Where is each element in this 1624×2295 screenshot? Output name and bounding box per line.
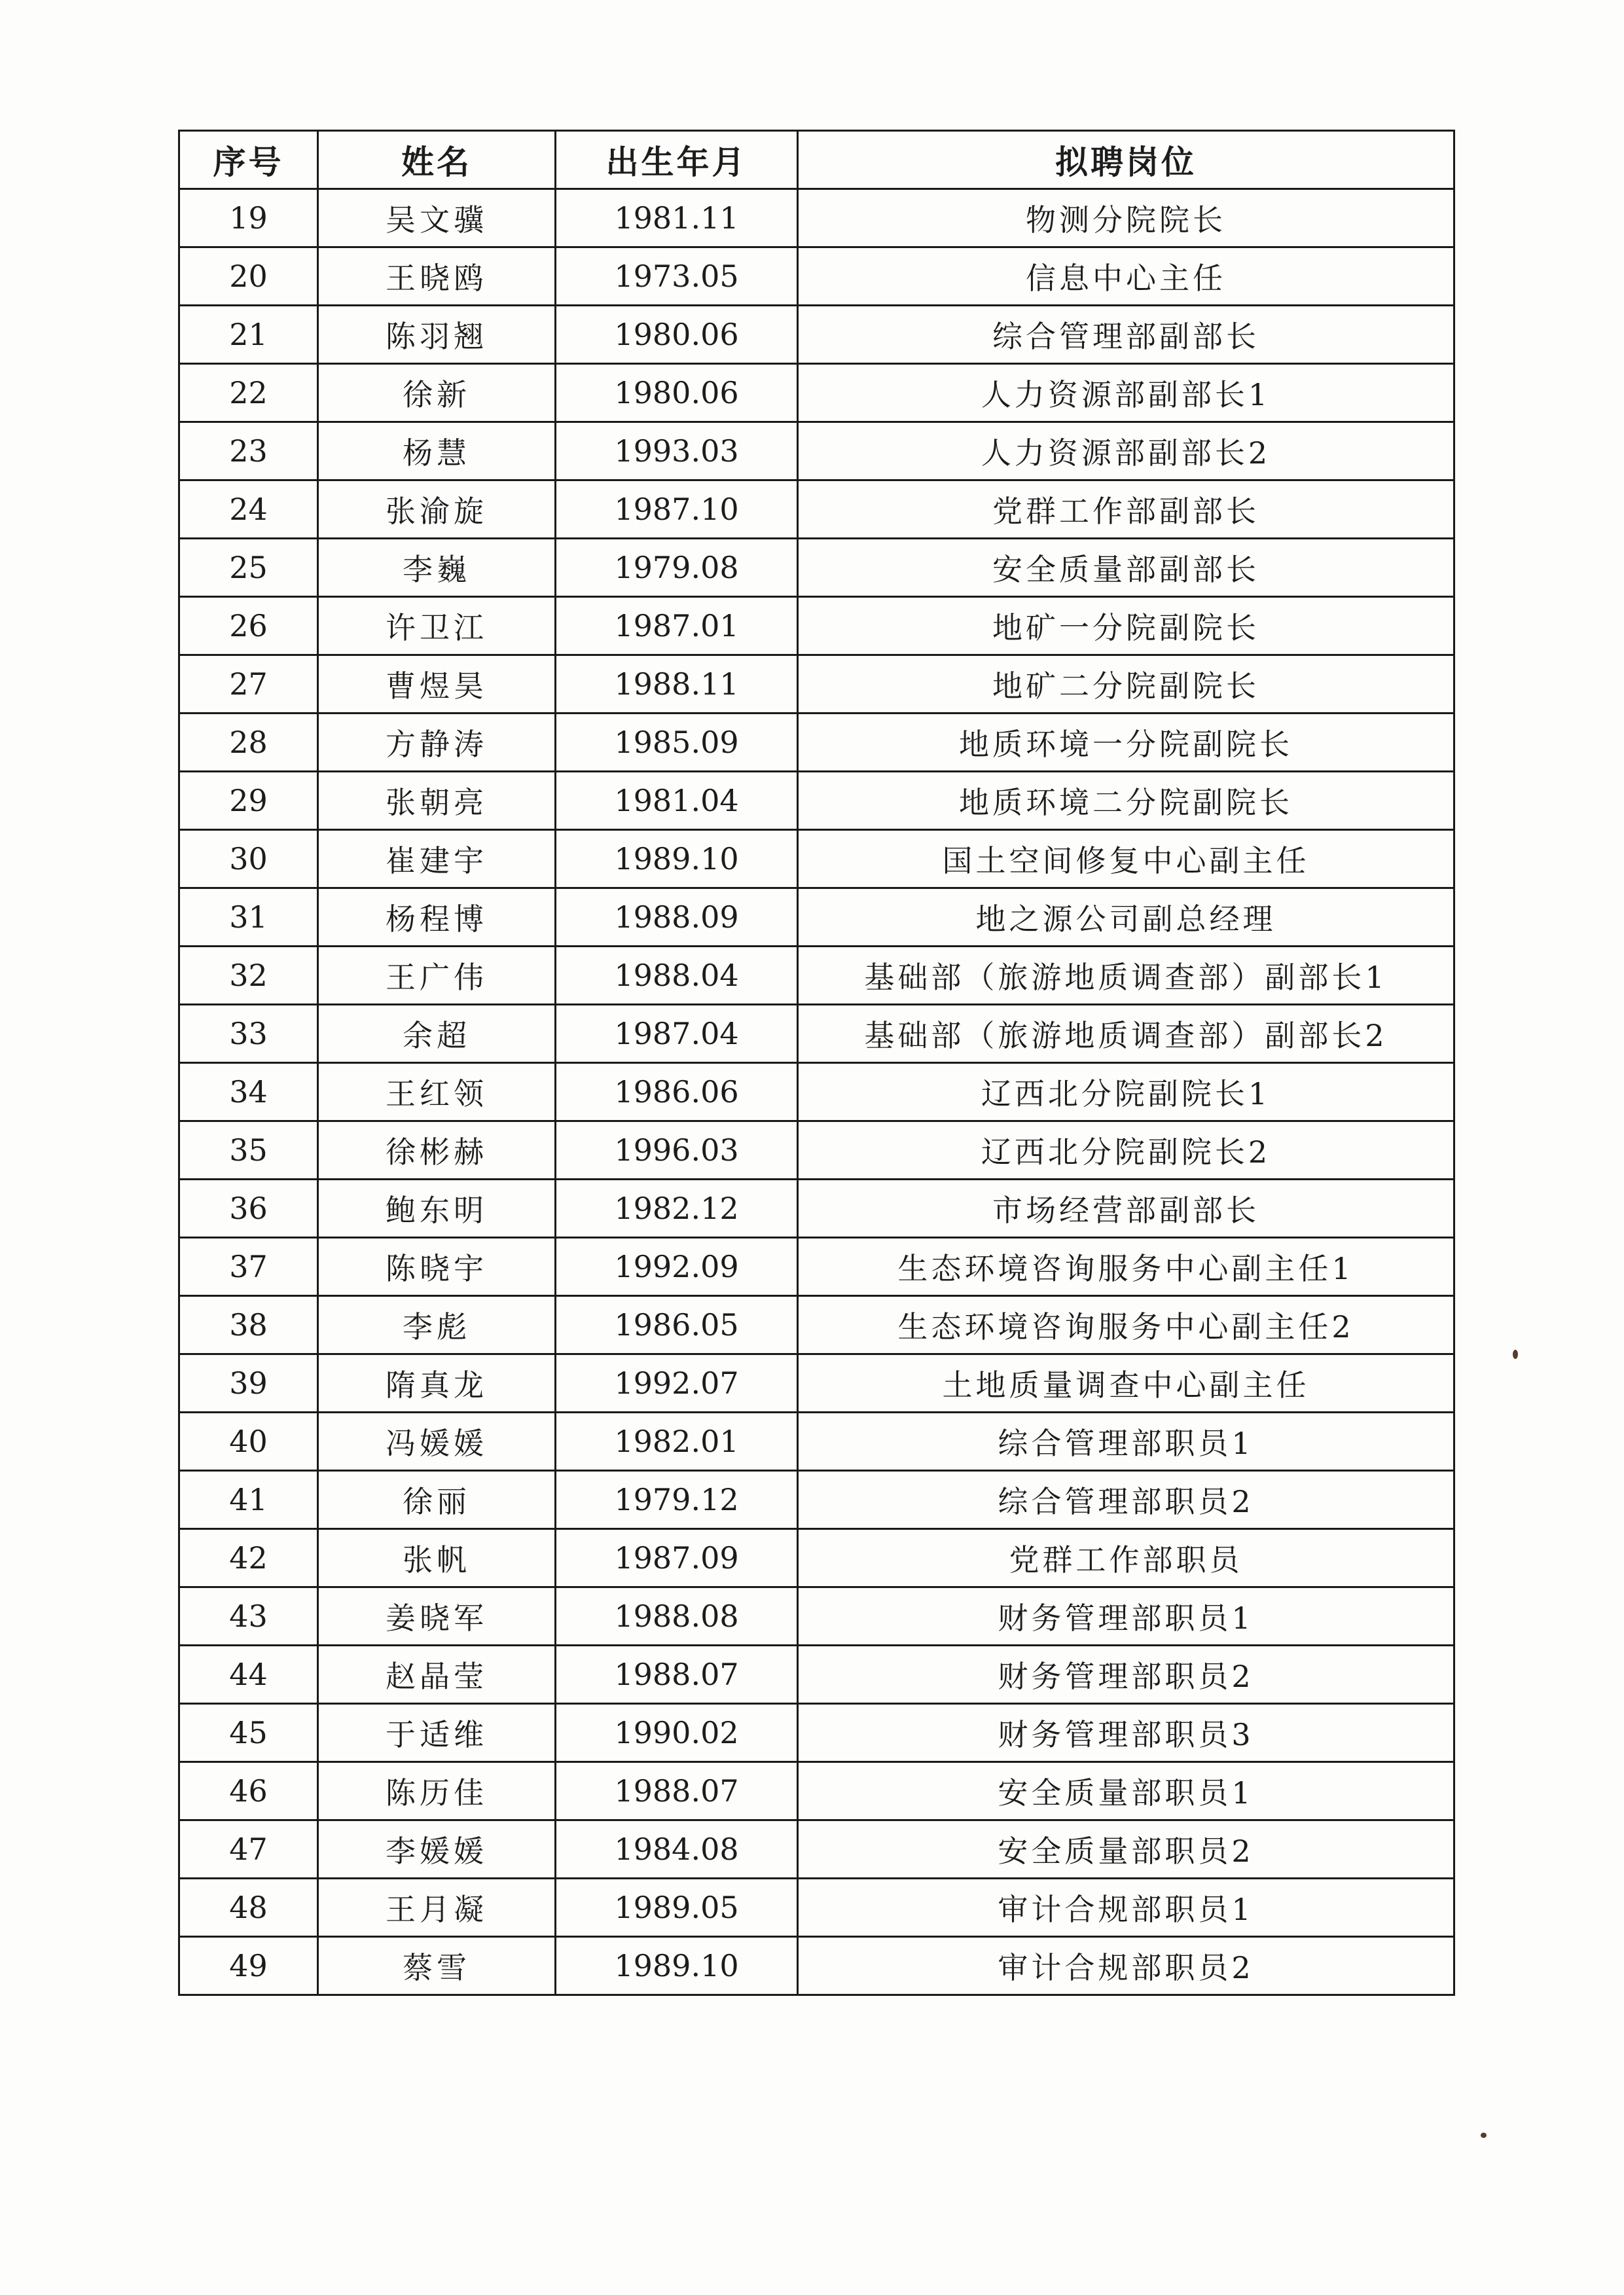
cell-no: 43	[179, 1587, 318, 1646]
cell-name: 杨程博	[318, 888, 556, 947]
table-row	[179, 1704, 1454, 1762]
cell-post: 辽西北分院副院长1	[798, 1063, 1454, 1121]
cell-post: 党群工作部副部长	[798, 480, 1454, 539]
table-row	[179, 1879, 1454, 1937]
cell-no: 45	[179, 1704, 318, 1762]
cell-no: 47	[179, 1820, 318, 1879]
cell-birth: 1987.10	[556, 480, 798, 539]
cell-no: 24	[179, 480, 318, 539]
cell-no: 32	[179, 947, 318, 1005]
header-birth: 出生年月	[556, 131, 798, 189]
cell-no: 36	[179, 1180, 318, 1238]
cell-post: 基础部（旅游地质调查部）副部长1	[798, 947, 1454, 1005]
cell-no: 49	[179, 1937, 318, 1995]
table-row	[179, 1296, 1454, 1354]
cell-no: 42	[179, 1529, 318, 1587]
table-row	[179, 1413, 1454, 1471]
cell-birth: 1979.08	[556, 539, 798, 597]
cell-post: 安全质量部职员2	[798, 1820, 1454, 1879]
cell-name: 吴文骥	[318, 189, 556, 247]
cell-name: 赵晶莹	[318, 1646, 556, 1704]
cell-no: 25	[179, 539, 318, 597]
cell-post: 土地质量调查中心副主任	[798, 1354, 1454, 1413]
table-row	[179, 1762, 1454, 1820]
cell-name: 方静涛	[318, 714, 556, 772]
table-row	[179, 772, 1454, 830]
cell-name: 陈晓宇	[318, 1238, 556, 1296]
cell-birth: 1987.04	[556, 1005, 798, 1063]
cell-birth: 1986.06	[556, 1063, 798, 1121]
cell-name: 李彪	[318, 1296, 556, 1354]
cell-birth: 1982.01	[556, 1413, 798, 1471]
cell-birth: 1988.07	[556, 1762, 798, 1820]
table-row	[179, 306, 1454, 364]
cell-post: 基础部（旅游地质调查部）副部长2	[798, 1005, 1454, 1063]
cell-birth: 1979.12	[556, 1471, 798, 1529]
table-row	[179, 364, 1454, 422]
cell-no: 27	[179, 655, 318, 714]
table-row	[179, 1121, 1454, 1180]
table-row	[179, 1646, 1454, 1704]
table-row	[179, 1238, 1454, 1296]
cell-birth: 1996.03	[556, 1121, 798, 1180]
cell-name: 王红领	[318, 1063, 556, 1121]
cell-no: 26	[179, 597, 318, 655]
cell-post: 安全质量部职员1	[798, 1762, 1454, 1820]
cell-post: 党群工作部职员	[798, 1529, 1454, 1587]
cell-no: 41	[179, 1471, 318, 1529]
table-row	[179, 947, 1454, 1005]
table-row	[179, 539, 1454, 597]
cell-post: 地质环境二分院副院长	[798, 772, 1454, 830]
cell-no: 38	[179, 1296, 318, 1354]
cell-name: 姜晓军	[318, 1587, 556, 1646]
header-name: 姓名	[318, 131, 556, 189]
table-row	[179, 480, 1454, 539]
cell-post: 生态环境咨询服务中心副主任2	[798, 1296, 1454, 1354]
cell-birth: 1980.06	[556, 364, 798, 422]
cell-birth: 1988.08	[556, 1587, 798, 1646]
scan-speck	[1513, 1350, 1518, 1359]
cell-name: 曹煜昊	[318, 655, 556, 714]
cell-name: 冯媛媛	[318, 1413, 556, 1471]
cell-post: 综合管理部副部长	[798, 306, 1454, 364]
cell-name: 于适维	[318, 1704, 556, 1762]
table-row	[179, 830, 1454, 888]
cell-name: 张朝亮	[318, 772, 556, 830]
cell-no: 35	[179, 1121, 318, 1180]
cell-name: 隋真龙	[318, 1354, 556, 1413]
table-row	[179, 247, 1454, 306]
cell-no: 46	[179, 1762, 318, 1820]
cell-birth: 1992.09	[556, 1238, 798, 1296]
cell-post: 国土空间修复中心副主任	[798, 830, 1454, 888]
cell-post: 物测分院院长	[798, 189, 1454, 247]
cell-no: 21	[179, 306, 318, 364]
cell-post: 辽西北分院副院长2	[798, 1121, 1454, 1180]
cell-no: 40	[179, 1413, 318, 1471]
cell-name: 崔建宇	[318, 830, 556, 888]
cell-no: 44	[179, 1646, 318, 1704]
cell-post: 财务管理部职员2	[798, 1646, 1454, 1704]
cell-no: 48	[179, 1879, 318, 1937]
table-row	[179, 1937, 1454, 1995]
table-row	[179, 714, 1454, 772]
table-row	[179, 1063, 1454, 1121]
cell-no: 28	[179, 714, 318, 772]
cell-post: 人力资源部副部长1	[798, 364, 1454, 422]
table-row	[179, 189, 1454, 247]
table-header-row	[179, 131, 1454, 189]
cell-post: 市场经营部副部长	[798, 1180, 1454, 1238]
cell-no: 22	[179, 364, 318, 422]
header-no: 序号	[179, 131, 318, 189]
cell-name: 徐彬赫	[318, 1121, 556, 1180]
cell-name: 王晓鸥	[318, 247, 556, 306]
cell-birth: 1990.02	[556, 1704, 798, 1762]
cell-no: 31	[179, 888, 318, 947]
cell-post: 地矿二分院副院长	[798, 655, 1454, 714]
cell-name: 杨慧	[318, 422, 556, 480]
scan-speck	[1481, 2133, 1487, 2138]
cell-no: 33	[179, 1005, 318, 1063]
cell-no: 37	[179, 1238, 318, 1296]
cell-birth: 1981.04	[556, 772, 798, 830]
cell-birth: 1980.06	[556, 306, 798, 364]
cell-post: 人力资源部副部长2	[798, 422, 1454, 480]
cell-birth: 1993.03	[556, 422, 798, 480]
cell-birth: 1987.01	[556, 597, 798, 655]
cell-birth: 1989.05	[556, 1879, 798, 1937]
table-row	[179, 1820, 1454, 1879]
cell-no: 39	[179, 1354, 318, 1413]
cell-post: 安全质量部副部长	[798, 539, 1454, 597]
table-body	[179, 189, 1454, 1995]
table-row	[179, 1587, 1454, 1646]
cell-birth: 1985.09	[556, 714, 798, 772]
table-row	[179, 1471, 1454, 1529]
cell-birth: 1988.07	[556, 1646, 798, 1704]
cell-post: 财务管理部职员1	[798, 1587, 1454, 1646]
table-row	[179, 422, 1454, 480]
cell-name: 徐新	[318, 364, 556, 422]
cell-birth: 1987.09	[556, 1529, 798, 1587]
cell-name: 鲍东明	[318, 1180, 556, 1238]
cell-no: 19	[179, 189, 318, 247]
cell-no: 30	[179, 830, 318, 888]
cell-name: 徐丽	[318, 1471, 556, 1529]
cell-birth: 1989.10	[556, 1937, 798, 1995]
cell-name: 余超	[318, 1005, 556, 1063]
table-row	[179, 1529, 1454, 1587]
cell-post: 审计合规部职员2	[798, 1937, 1454, 1995]
appointment-table	[178, 130, 1455, 1996]
cell-name: 王广伟	[318, 947, 556, 1005]
cell-post: 综合管理部职员1	[798, 1413, 1454, 1471]
cell-name: 张渝旋	[318, 480, 556, 539]
cell-name: 李巍	[318, 539, 556, 597]
cell-birth: 1981.11	[556, 189, 798, 247]
cell-post: 财务管理部职员3	[798, 1704, 1454, 1762]
cell-birth: 1992.07	[556, 1354, 798, 1413]
cell-birth: 1986.05	[556, 1296, 798, 1354]
cell-birth: 1988.09	[556, 888, 798, 947]
cell-name: 陈羽翘	[318, 306, 556, 364]
table-row	[179, 1005, 1454, 1063]
cell-birth: 1984.08	[556, 1820, 798, 1879]
table-row	[179, 1180, 1454, 1238]
cell-no: 20	[179, 247, 318, 306]
cell-post: 地质环境一分院副院长	[798, 714, 1454, 772]
cell-birth: 1989.10	[556, 830, 798, 888]
cell-birth: 1988.11	[556, 655, 798, 714]
cell-name: 陈历佳	[318, 1762, 556, 1820]
cell-name: 蔡雪	[318, 1937, 556, 1995]
cell-post: 地矿一分院副院长	[798, 597, 1454, 655]
cell-no: 29	[179, 772, 318, 830]
table-row	[179, 888, 1454, 947]
table-row	[179, 655, 1454, 714]
table-row	[179, 597, 1454, 655]
header-post: 拟聘岗位	[798, 131, 1454, 189]
cell-no: 23	[179, 422, 318, 480]
cell-post: 生态环境咨询服务中心副主任1	[798, 1238, 1454, 1296]
cell-post: 审计合规部职员1	[798, 1879, 1454, 1937]
cell-name: 李媛媛	[318, 1820, 556, 1879]
cell-name: 张帆	[318, 1529, 556, 1587]
cell-post: 综合管理部职员2	[798, 1471, 1454, 1529]
cell-birth: 1973.05	[556, 247, 798, 306]
table-row	[179, 1354, 1454, 1413]
cell-post: 地之源公司副总经理	[798, 888, 1454, 947]
cell-birth: 1982.12	[556, 1180, 798, 1238]
cell-post: 信息中心主任	[798, 247, 1454, 306]
cell-birth: 1988.04	[556, 947, 798, 1005]
cell-name: 许卫江	[318, 597, 556, 655]
cell-no: 34	[179, 1063, 318, 1121]
cell-name: 王月凝	[318, 1879, 556, 1937]
